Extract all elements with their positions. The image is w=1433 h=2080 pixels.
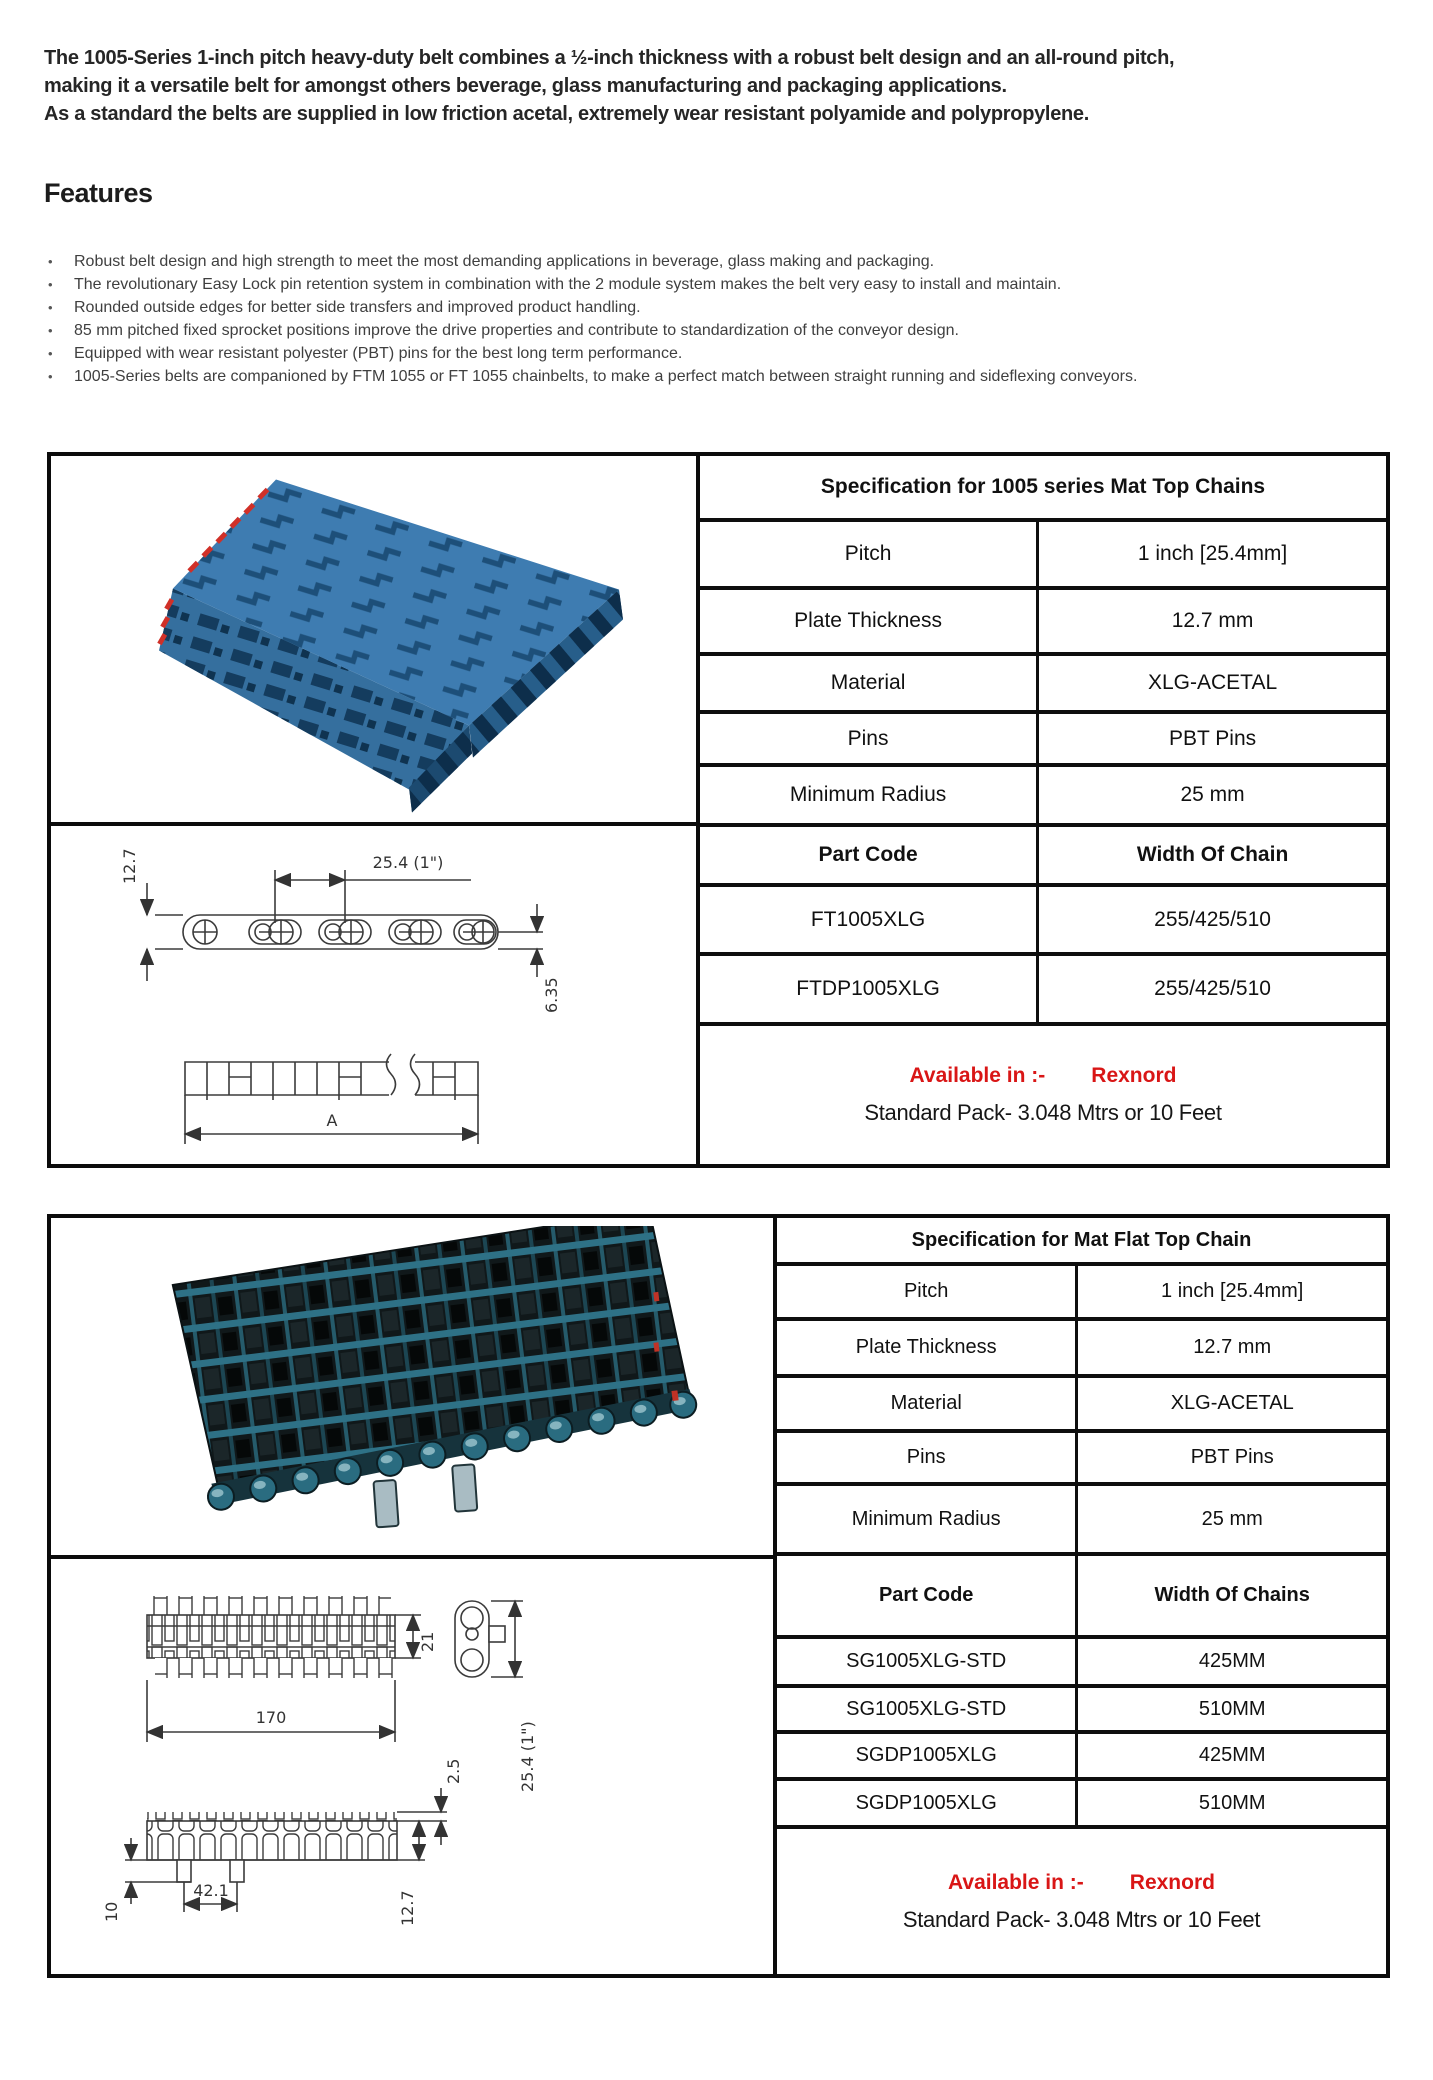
spec-label: Material bbox=[890, 1392, 962, 1414]
table-row bbox=[777, 1781, 1386, 1829]
list-item bbox=[48, 250, 1378, 273]
spec-label: Plate Thickness bbox=[855, 1336, 997, 1358]
table-row bbox=[700, 656, 1386, 714]
column-header: Part Code bbox=[818, 843, 918, 866]
spec-label: Pitch bbox=[844, 542, 892, 565]
part-header-row bbox=[777, 1556, 1386, 1639]
intro-line: As a standard the belts are supplied in low friction acetal, extremely wear resistant polyamide and polypropylene. bbox=[44, 103, 1090, 125]
dim-label-spacing: 42.1 bbox=[193, 1881, 229, 1900]
spec-table-flat-top bbox=[773, 1218, 1386, 1974]
spec-value: XLG-ACETAL bbox=[1075, 1378, 1386, 1429]
spec-label: Plate Thickness bbox=[794, 609, 942, 632]
part-code: FT1005XLG bbox=[810, 907, 926, 931]
feature-text: 1005-Series belts are companioned by FTM 1055 or FT 1055 chainbelts, to make a perfect match between straight running and sideflexing conveyors. bbox=[74, 368, 1138, 385]
availability-row bbox=[777, 1829, 1386, 1974]
table-row bbox=[777, 1639, 1386, 1688]
dim-label-width: 170 bbox=[255, 1708, 287, 1727]
dim-label-pitch: 25.4 (1") bbox=[518, 1721, 537, 1792]
part-width: 510MM bbox=[1075, 1781, 1386, 1825]
availability-line bbox=[948, 1871, 1215, 1895]
available-label: Available in :- bbox=[909, 1064, 1046, 1087]
dim-label-pitch: 25.4 (1") bbox=[372, 853, 444, 872]
table-row bbox=[777, 1378, 1386, 1433]
belt-photo-illustration bbox=[151, 466, 641, 814]
spec-value: 25 mm bbox=[1036, 767, 1386, 823]
spec-value: PBT Pins bbox=[1075, 1433, 1386, 1482]
column-header: Part Code bbox=[878, 1584, 974, 1606]
brand-name: Rexnord bbox=[1129, 1870, 1215, 1894]
spec-value: 12.7 mm bbox=[1036, 590, 1386, 652]
part-width: 425MM bbox=[1075, 1734, 1386, 1777]
bullet-icon: • bbox=[48, 277, 53, 292]
part-width: 425MM bbox=[1075, 1639, 1386, 1684]
table-row bbox=[777, 1486, 1386, 1556]
table-title-row bbox=[700, 456, 1386, 522]
technical-drawing-flat-top bbox=[51, 1560, 777, 1972]
table-row bbox=[777, 1688, 1386, 1734]
spec-label: Minimum Radius bbox=[851, 1507, 1001, 1530]
dim-label-module: 21 bbox=[418, 1631, 437, 1652]
divider bbox=[51, 1555, 777, 1559]
spec-value: PBT Pins bbox=[1036, 714, 1386, 763]
list-item bbox=[48, 319, 1378, 342]
belt-photo-illustration bbox=[109, 1226, 709, 1550]
feature-text: The revolutionary Easy Lock pin retention system in combination with the 2 module system makes the belt very easy to install and maintain. bbox=[74, 276, 1062, 293]
feature-text: Rounded outside edges for better side transfers and improved product handling. bbox=[74, 299, 641, 316]
section-mat-top-chains bbox=[47, 452, 1390, 1168]
spec-label: Pitch bbox=[903, 1280, 949, 1302]
list-item bbox=[48, 365, 1378, 388]
bullet-icon: • bbox=[48, 323, 53, 338]
product-photo-mat-top-belt bbox=[151, 466, 641, 814]
part-code: FTDP1005XLG bbox=[796, 977, 940, 1000]
table-row bbox=[777, 1734, 1386, 1781]
feature-text: Robust belt design and high strength to meet the most demanding applications in beverage, glass making and packaging. bbox=[74, 253, 935, 270]
column-header: Width Of Chain bbox=[1036, 827, 1386, 883]
bullet-icon: • bbox=[48, 254, 53, 269]
spec-label: Pins bbox=[847, 726, 889, 750]
list-item bbox=[48, 342, 1378, 365]
table-row bbox=[777, 1433, 1386, 1486]
table-row bbox=[777, 1266, 1386, 1321]
table-title: Specification for Mat Flat Top Chain bbox=[911, 1228, 1252, 1251]
pack-text: Standard Pack- 3.048 Mtrs or 10 Feet bbox=[902, 1906, 1261, 1932]
table-row bbox=[700, 522, 1386, 590]
spec-label: Minimum Radius bbox=[789, 783, 947, 806]
feature-text: 85 mm pitched fixed sprocket positions improve the drive properties and contribute to standardization of the conveyor design. bbox=[74, 322, 959, 339]
drawing-plan-and-side-view bbox=[51, 1560, 777, 1972]
bullet-icon: • bbox=[48, 346, 53, 361]
spec-label: Material bbox=[830, 671, 906, 694]
table-row bbox=[700, 767, 1386, 827]
availability-row bbox=[700, 1026, 1386, 1164]
table-row bbox=[700, 714, 1386, 767]
part-code: SGDP1005XLG bbox=[855, 1744, 997, 1766]
dim-label-hinge: 6.35 bbox=[542, 977, 561, 1013]
table-row bbox=[700, 590, 1386, 656]
spec-value: 1 inch [25.4mm] bbox=[1036, 522, 1386, 586]
dim-label-top: 2.5 bbox=[444, 1758, 463, 1784]
spec-value: XLG-ACETAL bbox=[1036, 656, 1386, 710]
column-header: Width Of Chains bbox=[1075, 1556, 1386, 1635]
spec-value: 12.7 mm bbox=[1075, 1321, 1386, 1374]
available-label: Available in :- bbox=[948, 1870, 1084, 1894]
features-heading: Features bbox=[44, 178, 153, 208]
part-header-row bbox=[700, 827, 1386, 887]
dim-label-thickness: 12.7 bbox=[398, 1890, 417, 1926]
table-title-row bbox=[777, 1218, 1386, 1266]
pack-text: Standard Pack- 3.048 Mtrs or 10 Feet bbox=[864, 1100, 1222, 1125]
list-item bbox=[48, 273, 1378, 296]
dim-label-height: 12.7 bbox=[120, 848, 139, 884]
spec-value: 25 mm bbox=[1075, 1486, 1386, 1552]
part-code: SGDP1005XLG bbox=[855, 1791, 997, 1814]
technical-drawing-mat-top bbox=[51, 828, 704, 1161]
table-row bbox=[777, 1321, 1386, 1378]
spec-value: 1 inch [25.4mm] bbox=[1075, 1266, 1386, 1317]
table-row bbox=[700, 887, 1386, 956]
part-width: 255/425/510 bbox=[1036, 956, 1386, 1022]
table-title: Specification for 1005 series Mat Top Chains bbox=[820, 475, 1266, 498]
section-mat-flat-top-chain bbox=[47, 1214, 1390, 1978]
intro-line: The 1005-Series 1-inch pitch heavy-duty belt combines a ½-inch thickness with a robust belt design and an all-round pitch, bbox=[44, 47, 1175, 69]
product-photo-flat-top-belt bbox=[109, 1226, 709, 1550]
features-list bbox=[48, 250, 1378, 388]
part-width: 510MM bbox=[1075, 1688, 1386, 1730]
bullet-icon: • bbox=[48, 369, 53, 384]
feature-text: Equipped with wear resistant polyester (PBT) pins for the best long term performance. bbox=[74, 345, 683, 362]
drawing-side-view bbox=[51, 828, 704, 1161]
list-item bbox=[48, 296, 1378, 319]
dim-label-peg: 10 bbox=[102, 1901, 121, 1922]
spec-label: Pins bbox=[906, 1446, 946, 1468]
availability-line bbox=[910, 1064, 1177, 1088]
intro-line: making it a versatile belt for amongst others beverage, glass manufacturing and packaging applications. bbox=[44, 75, 1007, 97]
part-code: SG1005XLG-STD bbox=[846, 1697, 1007, 1720]
table-row bbox=[700, 956, 1386, 1026]
divider bbox=[51, 822, 704, 826]
part-width: 255/425/510 bbox=[1036, 887, 1386, 952]
brand-name: Rexnord bbox=[1091, 1064, 1177, 1087]
part-code: SG1005XLG-STD bbox=[846, 1650, 1007, 1672]
bullet-icon: • bbox=[48, 300, 53, 315]
dim-label-width: A bbox=[326, 1111, 338, 1130]
spec-table-mat-top bbox=[696, 456, 1386, 1164]
intro-paragraph bbox=[44, 44, 1389, 128]
